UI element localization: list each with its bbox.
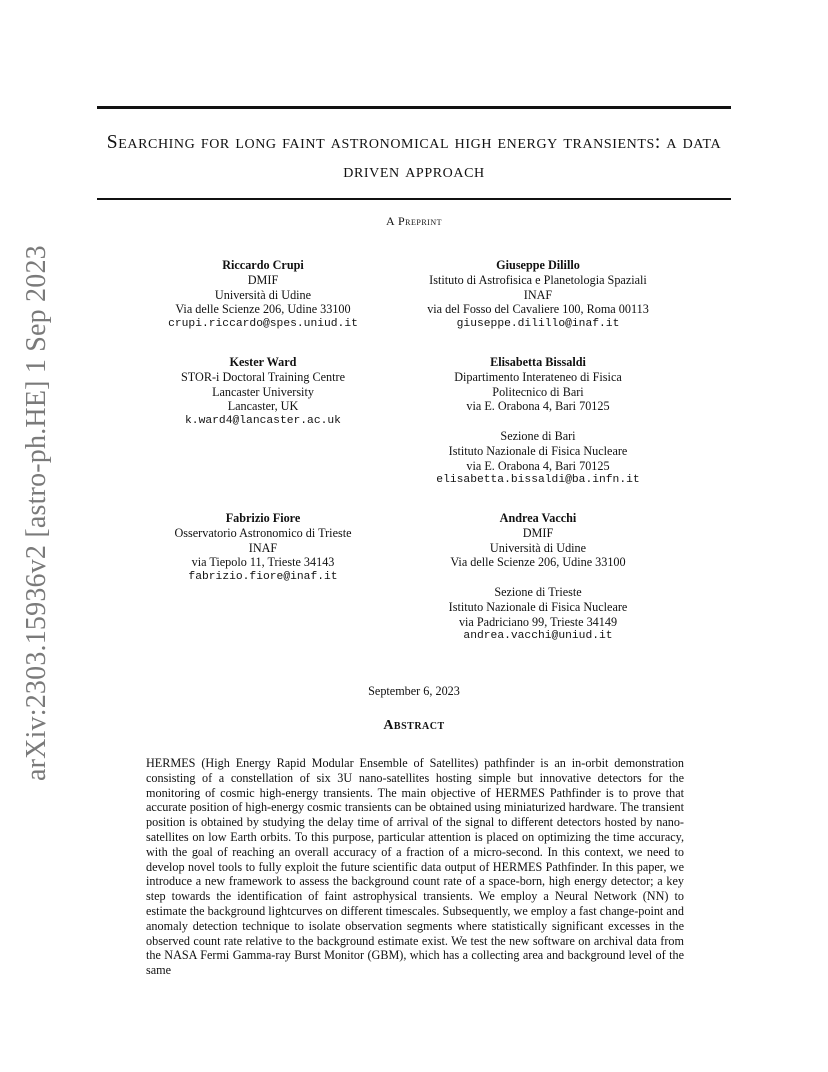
publication-date: September 6, 2023 [368, 684, 460, 698]
author-affiliation: INAF [248, 540, 278, 555]
author-name: Kester Ward [229, 355, 297, 369]
author-email: fabrizio.fiore@inaf.it [188, 571, 338, 584]
title-bottom-rule [97, 198, 731, 200]
author-affiliation: via Padriciano 99, Trieste 34149 [458, 614, 618, 629]
author-affiliation: DMIF [247, 272, 279, 287]
author-email: k.ward4@lancaster.ac.uk [185, 415, 341, 428]
author-name: Elisabetta Bissaldi [490, 355, 586, 369]
author-email: giuseppe.dilillo@inaf.it [456, 318, 620, 331]
preprint-label: A Preprint [385, 214, 442, 228]
author-email: andrea.vacchi@uniud.it [463, 630, 613, 643]
author-affiliation: via E. Orabona 4, Bari 70125 [466, 399, 610, 414]
author-name: Riccardo Crupi [222, 258, 304, 272]
author-affiliation: Sezione di Bari [500, 428, 576, 443]
author-affiliation: INAF [523, 287, 553, 302]
author-affiliation: Istituto Nazionale di Fisica Nucleare [448, 599, 628, 614]
author-affiliation: Lancaster University [212, 384, 314, 399]
author-block-ward [133, 355, 393, 429]
author-affiliation: Osservatorio Astronomico di Trieste [174, 525, 352, 540]
author-affiliation: Istituto Nazionale di Fisica Nucleare [448, 443, 628, 458]
arxiv-identifier-stamp: arXiv:2303.15936v2 [astro-ph.HE] 1 Sep 2023 [21, 245, 52, 781]
author-email: elisabetta.bissaldi@ba.infn.it [436, 474, 640, 487]
author-affiliation: Università di Udine [489, 540, 587, 555]
author-name: Fabrizio Fiore [225, 511, 301, 525]
author-affiliation: Politecnico di Bari [492, 384, 584, 399]
author-block-dilillo [408, 258, 668, 332]
author-affiliation: via E. Orabona 4, Bari 70125 [466, 458, 610, 473]
affiliation-gap [408, 414, 668, 429]
author-affiliation: DMIF [522, 525, 554, 540]
author-name: Andrea Vacchi [499, 511, 577, 525]
author-block-bissaldi [408, 355, 668, 488]
author-affiliation: Università di Udine [214, 287, 312, 302]
author-affiliation: via Tiepolo 11, Trieste 34143 [191, 555, 335, 570]
author-affiliation: Istituto di Astrofisica e Planetologia Spaziali [429, 272, 647, 287]
author-affiliation: via del Fosso del Cavaliere 100, Roma 00113 [427, 302, 649, 317]
author-block-vacchi [408, 511, 668, 644]
author-affiliation: STOR-i Doctoral Training Centre [181, 369, 345, 384]
author-affiliation: Sezione di Trieste [494, 584, 582, 599]
paper-title: Searching for long faint astronomical high energy transients: a data driven approach [106, 132, 722, 182]
author-block-crupi [133, 258, 393, 332]
author-block-fiore [133, 511, 393, 585]
affiliation-gap [408, 570, 668, 585]
author-affiliation: Lancaster, UK [227, 399, 299, 414]
author-name: Giuseppe Dilillo [496, 258, 580, 272]
abstract-body: HERMES (High Energy Rapid Modular Ensemble of Satellites) pathfinder is an in-orbit demonstration consisting of a constellation of six 3U nano-satellites hosting simple but innovative detectors for the monitoring of cosmic high-energy transients. The main objective of HERMES Pathfinder is to prove that accurate position of high-energy cosmic transients can be obtained using miniaturized hardware. The transient position is obtained by studying the delay time of arrival of the signal to different detectors hosted by nano-satellites on low Earth orbits. To this purpose, particular attention is placed on optimizing the time accuracy, with the goal of reaching an overall accuracy of a fraction of a micro-second. In this context, we need to develop novel tools to fully exploit the future scientific data output of HERMES Pathfinder. In this paper, we introduce a new framework to assess the background count rate of a space-born, high energy detector; a key step towards the identification of faint astrophysical transients. We employ a Neural Network (NN) to estimate the background lightcurves on different timescales. Subsequently, we employ a fast change-point and anomaly detection technique to isolate observation segments where statistically significant excesses in the observed count rate relative to the background estimate exist. We test the new software on archival data from the NASA Fermi Gamma-ray Burst Monitor (GBM), which has a collecting area and background level of the same [146, 756, 684, 978]
author-affiliation: Dipartimento Interateneo di Fisica [454, 369, 622, 384]
author-affiliation: Via delle Scienze 206, Udine 33100 [450, 555, 626, 570]
author-email: crupi.riccardo@spes.uniud.it [168, 318, 358, 331]
title-top-rule [97, 106, 731, 109]
abstract-heading: Abstract [383, 718, 445, 733]
author-affiliation: Via delle Scienze 206, Udine 33100 [175, 302, 351, 317]
